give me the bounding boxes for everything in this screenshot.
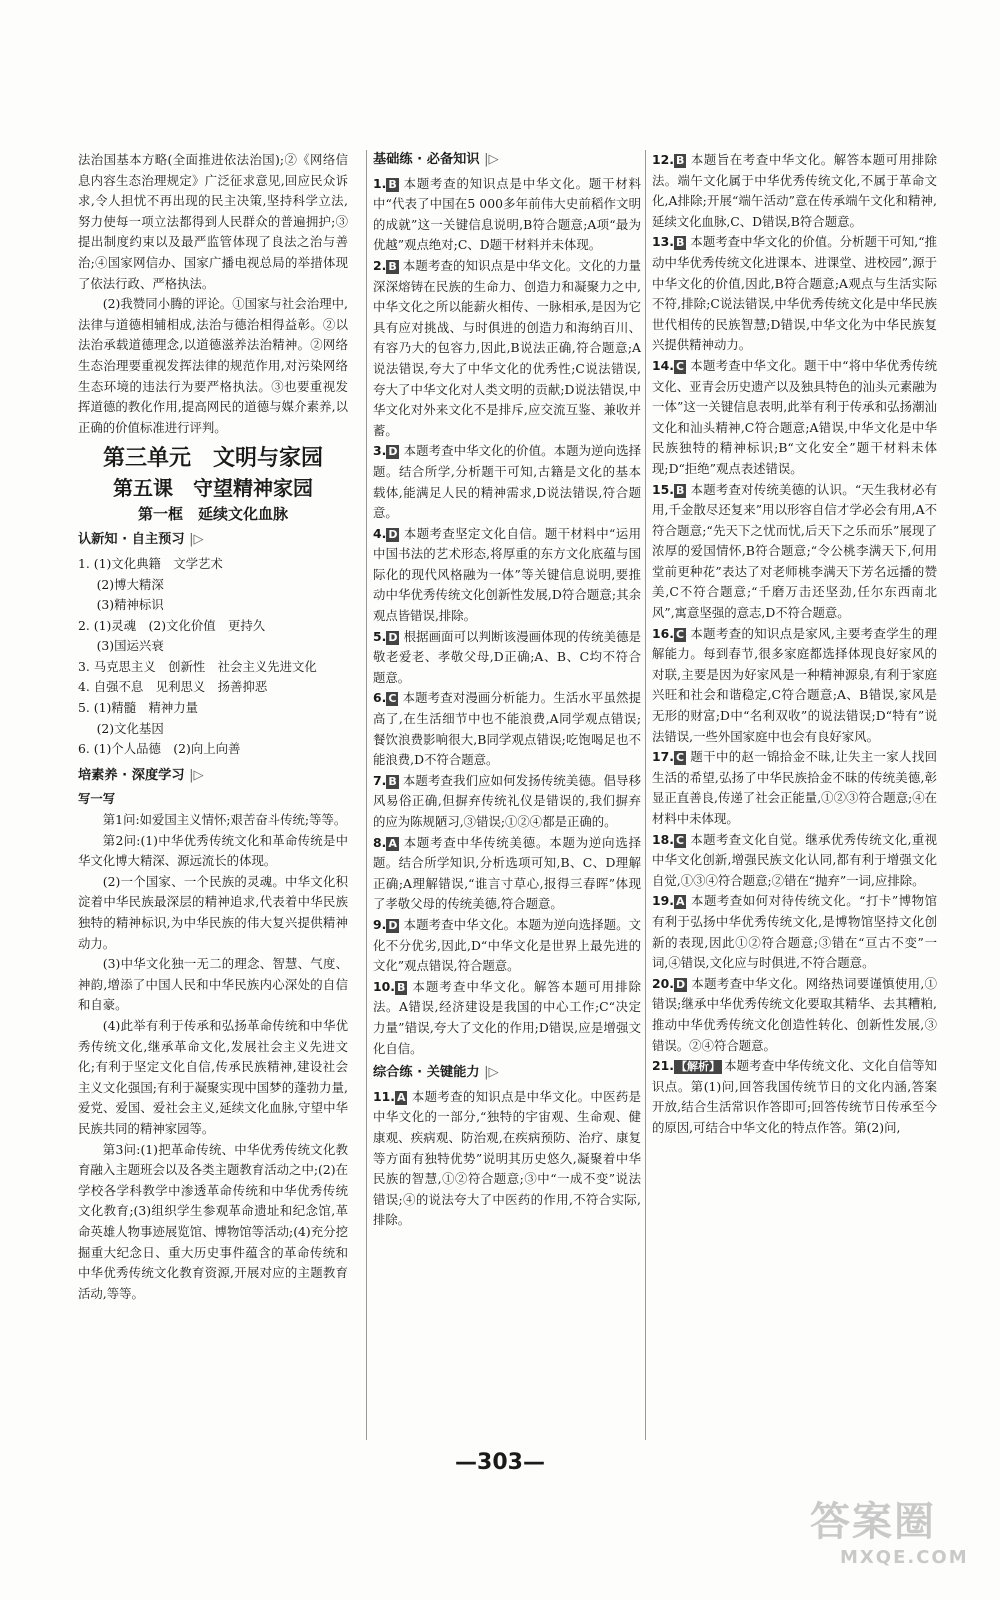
question-number: 13.: [652, 234, 674, 250]
answer-item: [373, 833, 641, 915]
arrow-icon: |▷: [484, 1065, 499, 1081]
answer-key-badge: B: [675, 236, 685, 250]
frame-title: 第一框 延续文化血脉: [137, 505, 288, 524]
deep-para: (3)中华文化独一无二的理念、智慧、气度、神韵,增添了中国人民和中华民族内心深处的自信和自豪。: [78, 956, 348, 1013]
arrow-icon: |▷: [189, 532, 204, 548]
preview-line: (2)博大精深: [96, 576, 164, 592]
answer-key-badge: D: [388, 445, 398, 459]
question-number: 17.: [652, 749, 674, 765]
answer-list-right: [652, 150, 937, 1139]
arrow-icon: |▷: [484, 152, 499, 167]
section-heading-preview: 认新知 · 自主预习 |▷: [78, 532, 204, 548]
answer-explanation: 本题考查的知识点是中华文化。中医药是中华文化的一部分,“独特的宇宙观、生命观、健康观、疾病观、防治观,在疾病预防、治疗、康复等方面有独特优势”说明其历史悠久,凝聚着中华民族的智慧,①②符合题意;③中“一成不变”说法错误;④的说法夸大了中医药的作用,不符合实际,排除。: [373, 1088, 641, 1228]
section-heading-basic: 基础练 · 必备知识 |▷: [373, 152, 499, 167]
question-number: 5.: [373, 628, 387, 644]
preview-line: 6. (1)个人品德 (2)向上向善: [78, 741, 241, 757]
answer-key-badge: D: [388, 918, 398, 932]
section-heading-comprehensive: 综合练 · 关键能力 |▷: [373, 1065, 499, 1081]
answer-explanation: 本题考查的知识点是中华文化。题干材料中“代表了中国在5 000多年前伟大史前稻作文明的成就”这一关键信息说明,B符合题意;A项“最为优越”观点绝对;C、D题干材料并未体现。: [373, 175, 641, 253]
answer-item: [652, 891, 937, 973]
answer-explanation: 本题旨在考查中华文化。解答本题可用排除法。端午文化属于中华优秀传统文化,不属于革命文化,A排除;开展“端午活动”意在传承端午文化和精神,延续文化血脉,C、D错误,B符合题意。: [652, 152, 937, 229]
preview-answers: [78, 554, 348, 760]
answer-item: [373, 441, 641, 523]
answer-explanation: 本题考查对传统美德的认识。“天生我材必有用,千金散尽还复来”用以形容自信才学必会有用,A不符合题意;“先天下之忧而忧,后天下之乐而乐”展现了浓厚的爱国情怀,B符合题意;“令公桃李满天下,何用堂前更种花”表达了对老师桃李满天下芳名远播的赞美,C不符合题意;“千磨万击还坚劲,任尔东西南北风”,寓意坚强的意志,D不符合题意。: [652, 481, 937, 621]
question-number: 20.: [652, 975, 674, 991]
deep-para: 第3问:(1)把革命传统、中华优秀传统文化教育融入主题班会以及各类主题教育活动之中;(2)在学校各学科教学中渗透革命传统和中华优秀传统文化教育;(3)组织学生参观革命遗址和纪念馆,革命英雄人物事迹展览馆、博物馆等活动;(4)充分挖掘重大纪念日、重大历史事件蕴含的革命传统和中华优秀传统文化教育资源,开展对应的主题教育活动,等等。: [78, 1141, 348, 1301]
deep-para: 第1问:如爱国主义情怀;艰苦奋斗传统;等等。: [102, 812, 347, 828]
answer-item: [373, 771, 641, 833]
intro-para-2: (2)我赞同小腾的评论。①国家与社会治理中,法律与道德相辅相成,法治与德治相得益彰。②以法治承载道德理念,以道德滋养法治精神。②网络生态治理要重视发挥法律的规范作用,对污染网络生态环境的违法行为要严格执法。③也要重视发挥道德的教化作用,提高网民的道德与媒介素养,以正确的价值标准进行评判。: [78, 296, 348, 435]
arrow-icon: |▷: [189, 767, 204, 783]
answer-item: [373, 915, 641, 977]
answer-item: [652, 356, 937, 480]
answer-explanation: 本题考查文化自觉。继承优秀传统文化,重视中华文化创新,增强民族文化认同,都有利于增强文化自觉,①③④符合题意;②错在“抛弃”一词,应排除。: [652, 831, 937, 888]
answer-explanation: 本题考查中华文化的价值。本题为逆向选择题。结合所学,分析题干可知,古籍是文化的基本载体,能满足人民的精神需求,D说法错误,符合题意。: [373, 443, 641, 521]
answer-item: [373, 524, 641, 627]
preview-line: (3)精神标识: [96, 597, 164, 613]
lesson-title: 第五课 守望精神家园: [113, 476, 313, 501]
column-middle: [366, 150, 641, 1440]
question-number: 4.: [373, 525, 387, 541]
question-number: 9.: [373, 916, 387, 932]
answer-explanation: 题干中的赵一锦拾金不昧,让失主一家人找回生活的希望,弘扬了中华民族拾金不昧的传统美德,彰显正直善良,传递了社会正能量,①②③符合题意;④在材料中未体现。: [652, 749, 937, 826]
answer-item: [652, 830, 937, 892]
watermark-logo: 答案圈 MXQE.COM: [810, 1499, 969, 1568]
answer-key-badge: C: [675, 833, 685, 847]
question-number: 16.: [652, 625, 674, 641]
preview-line: 1. (1)文化典籍 文学艺术: [78, 555, 223, 571]
question-number: 12.: [652, 152, 674, 167]
answer-explanation: 本题考查中华传统美德。本题为逆向选择题。结合所学知识,分析选项可知,B、C、D理解正确;A理解错误,“谁言寸草心,报得三春晖”体现了孝敬父母的传统美德,符合题意。: [373, 834, 641, 912]
answer-key-badge: C: [675, 627, 685, 641]
answer-explanation: 本题考查如何对待传统文化。“打卡”博物馆有利于弘扬中华优秀传统文化,是博物馆坚持文化创新的表现,因此①②符合题意;③错在“亘古不变”一词,④错误,文化应与时俱进,不符合题意。: [652, 893, 937, 971]
answer-explanation: 本题考查中华文化。网络热词要谨慎使用,①错误;继承中华优秀传统文化要取其精华、去其糟粕,推动中华优秀传统文化创造性转化、创新性发展,③错误。②④符合题意。: [652, 975, 937, 1053]
question-number: 15.: [652, 481, 674, 497]
question-number: 18.: [652, 831, 674, 847]
answer-item: [373, 977, 641, 1059]
answer-explanation: 本题考查我们应如何发扬传统美德。倡导移风易俗正确,但摒弃传统礼仪是错误的,我们摒弃的应为陈规陋习,③错误;①②④都是正确的。: [373, 772, 641, 829]
column-right: [645, 150, 937, 1440]
question-number: 11.: [373, 1088, 395, 1104]
preview-line: (2)文化基因: [96, 720, 164, 736]
answer-key-badge: C: [675, 751, 685, 765]
answer-key-badge: C: [388, 692, 397, 706]
intro-para-1: 法治国基本方略(全面推进依法治国);②《网络信息内容生态治理规定》广泛征求意见,回应民众诉求,令人担忧不再出现的民主决策,坚持科学立法,努力使每一项立法都得到人民群众的普遍拥护;③提出制度约束以及最严监管体现了良法之治与善治;④国家网信办、国家广播电视总局的举措体现了依法行政、严格执法。: [78, 152, 348, 291]
answer-key-badge: D: [388, 630, 398, 644]
answer-item: [373, 174, 641, 256]
question-number: 14.: [652, 357, 674, 373]
answer-item: [373, 256, 641, 441]
answer-key-badge: B: [396, 980, 406, 994]
deep-para: (4)此举有利于传承和弘扬革命传统和中华优秀传统文化,继承革命文化,发展社会主义先进文化;有利于坚定文化自信,传承民族精神,建设社会主义文化强国;有利于凝聚实现中国梦的蓬勃力量,爱党、爱国、爱社会主义,延续文化血脉,守望中华民族共同的精神家园等。: [78, 1017, 348, 1136]
answer-key-badge: B: [675, 483, 685, 497]
answer-item: [652, 624, 937, 748]
unit-title: 第三单元 文明与家园: [102, 446, 323, 472]
answer-list-basic: [373, 174, 641, 1060]
answer-item: [652, 747, 937, 829]
answer-key-badge: D: [388, 527, 398, 541]
answer-explanation: 本题考查坚定文化自信。题干材料中“运用中国书法的艺术形态,将厚重的东方文化底蕴与国际化的现代风格融为一体”等关键信息说明,要推动中华优秀传统文化创新性发展,D符合题意;其余观点皆错误,排除。: [373, 525, 641, 624]
answer-item: [373, 1087, 641, 1231]
answer-key-badge: A: [388, 836, 397, 850]
question-number: 21.: [652, 1058, 674, 1074]
preview-line: 2. (1)灵魂 (2)文化价值 更持久: [78, 617, 266, 633]
preview-line: 3. 马克思主义 创新性 社会主义先进文化: [78, 658, 317, 674]
answer-item: [652, 480, 937, 624]
answer-item: [373, 688, 641, 770]
section-heading-deep: 培素养 · 深度学习 |▷: [78, 767, 204, 783]
answer-explanation: 本题考查中华文化。题干中“将中华优秀传统文化、亚青会历史遗产以及独具特色的汕头元素融为一体”这一关键信息表明,此举有利于传承和弘扬潮汕文化和汕头精神,C符合题意;A错误,中华文化是中华民族独特的精神标识;B“文化安全”题干材料未体现;D“拒绝”观点表述错误。: [652, 357, 937, 476]
page-number: —303—: [455, 1450, 545, 1475]
answer-item: [652, 232, 937, 356]
answer-item: [652, 974, 937, 1056]
answer-explanation: 本题考查的知识点是家风,主要考查学生的理解能力。每到春节,很多家庭都选择体现良好家风的对联,主要是因为好家风是一种精神源泉,有利于家庭兴旺和社会和谐稳定,C符合题意;A、B错误,家风是无形的财富;D中“名利双收”的说法错误;D“特有”说法错误,一些外国家庭中也会有良好家风。: [652, 625, 937, 744]
answer-key-badge: D: [675, 977, 686, 991]
write-label: 写一写: [78, 791, 116, 807]
answer-list-comprehensive: [373, 1087, 641, 1231]
answer-key-badge: 【解析】: [675, 1060, 720, 1074]
answer-key-badge: C: [675, 359, 685, 373]
question-number: 8.: [373, 834, 387, 850]
answer-explanation: 本题考查中华文化的价值。分析题干可知,“推动中华优秀传统文化进课本、进课堂、进校园”,源于中华文化的价值,因此,B符合题意;A观点与生活实际不符,排除;C说法错误,中华优秀传统文化是中华民族世代相传的民族智慧;D错误,中华文化为中华民族复兴提供精神动力。: [652, 234, 937, 353]
answer-explanation: 根据画面可以判断该漫画体现的传统美德是敬老爱老、孝敬父母,D正确;A、B、C均不符合题意。: [373, 628, 641, 685]
question-number: 7.: [373, 772, 387, 788]
answer-item: [652, 1056, 937, 1138]
deep-para: (2)一个国家、一个民族的灵魂。中华文化积淀着中华民族最深层的精神追求,代表着中华民族独特的精神标识,为中华民族的伟大复兴提供精神动力。: [78, 873, 348, 951]
column-left: [78, 150, 348, 1304]
question-number: 3.: [373, 443, 387, 459]
answer-item: [373, 627, 641, 689]
question-number: 2.: [373, 257, 387, 273]
deep-para: 第2问:(1)中华优秀传统文化和革命传统是中华文化博大精深、源远流长的体现。: [78, 832, 348, 869]
preview-line: 5. (1)精髓 精神力量: [78, 700, 199, 716]
answer-key-badge: B: [388, 259, 397, 273]
answer-key-badge: B: [388, 177, 397, 191]
question-number: 19.: [652, 893, 674, 909]
preview-line: 4. 自强不息 见利思义 扬善抑恶: [78, 679, 268, 695]
answer-item: [652, 150, 937, 232]
answer-explanation: 本题考查对漫画分析能力。生活水平虽然提高了,在生活细节中也不能浪费,A同学观点错误;餐饮浪费影响很大,B同学观点错误;吃饱喝足也不能浪费,D不符合题意。: [373, 690, 641, 768]
question-number: 10.: [373, 978, 395, 994]
answer-key-badge: A: [675, 895, 685, 909]
answer-explanation: 本题考查的知识点是中华文化。文化的力量深深熔铸在民族的生命力、创造力和凝聚力之中,中华文化之所以能薪火相传、一脉相承,是因为它具有应对挑战、与时俱进的创造力和海纳百川、有容乃大的包容力,因此,B说法正确,符合题意;A说法错误,夸大了中华文化的优秀性;C说法错误,夸大了中华文化对人类文明的贡献;D说法错误,中华文化对外来文化不是排斥,应交流互鉴、兼收并蓄。: [373, 257, 641, 438]
answer-key-badge: A: [396, 1090, 406, 1104]
answer-key-badge: B: [675, 154, 685, 167]
answer-key-badge: B: [388, 774, 397, 788]
preview-line: (3)国运兴衰: [96, 638, 164, 654]
question-number: 1.: [373, 175, 387, 191]
question-number: 6.: [373, 690, 387, 706]
answer-explanation: 本题考查中华文化。本题为逆向选择题。文化不分优劣,因此,D“中华文化是世界上最先进的文化”观点错误,符合题意。: [373, 916, 641, 974]
answer-explanation: 本题考查中华文化。解答本题可用排除法。A错误,经济建设是我国的中心工作;C“决定力量”错误,夸大了文化的作用;D错误,应是增强文化自信。: [373, 978, 641, 1056]
answer-explanation: 本题考查中华传统文化、文化自信等知识点。第(1)问,回答我国传统节日的文化内涵,答案开放,结合生活常识作答即可;回答传统节日传承至今的原因,可结合中华文化的特点作答。第(2)问,: [652, 1058, 937, 1135]
